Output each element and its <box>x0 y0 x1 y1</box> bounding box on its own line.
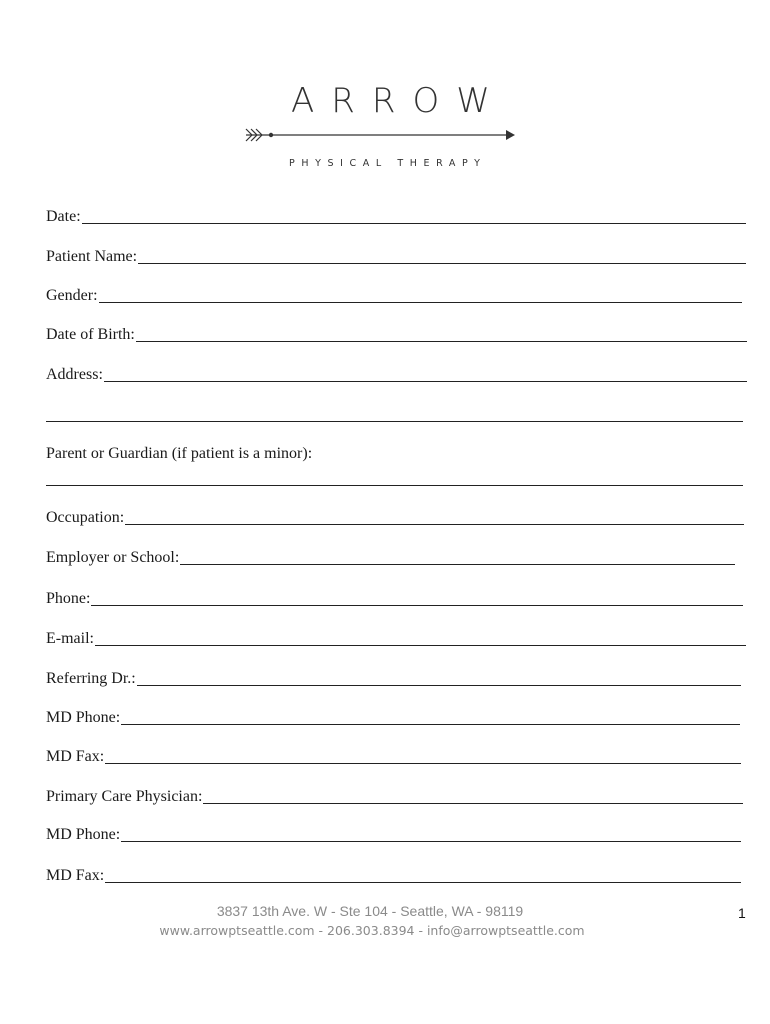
md-fax-label: MD Fax: <box>46 748 105 765</box>
primary-care-physician-label: Primary Care Physician: <box>46 788 203 805</box>
address-label: Address: <box>46 366 103 383</box>
referring-dr-label: Referring Dr.: <box>46 670 136 687</box>
md-phone-input-line[interactable] <box>121 724 740 725</box>
pcp-md-phone-field[interactable] <box>46 825 741 845</box>
date-label: Date: <box>46 208 81 225</box>
md-fax-field[interactable] <box>46 747 741 767</box>
primary-care-physician-field[interactable] <box>46 787 743 807</box>
date-of-birth-input-line[interactable] <box>136 341 747 342</box>
date-field[interactable] <box>46 207 746 227</box>
arrow-icon <box>244 125 519 145</box>
gender-field[interactable] <box>46 286 742 306</box>
md-phone-field[interactable] <box>46 708 740 728</box>
employer-label: Employer or School: <box>46 549 180 566</box>
pcp-md-phone-label: MD Phone: <box>46 826 121 843</box>
pcp-md-fax-input-line[interactable] <box>105 882 741 883</box>
pcp-md-fax-field[interactable] <box>46 866 741 886</box>
occupation-label: Occupation: <box>46 509 125 526</box>
footer-contact: www.arrowptseattle.com - 206.303.8394 - info@arrowptseattle.com <box>159 923 585 938</box>
phone-field[interactable] <box>46 589 743 609</box>
occupation-input-line[interactable] <box>125 524 744 525</box>
logo-tagline: PHYSICAL THERAPY <box>289 158 487 169</box>
primary-care-physician-input-line[interactable] <box>203 803 743 804</box>
date-of-birth-label: Date of Birth: <box>46 326 135 343</box>
referring-dr-field[interactable] <box>46 669 741 689</box>
occupation-field[interactable] <box>46 508 744 528</box>
address-line-2[interactable] <box>46 421 743 422</box>
patient-name-field[interactable] <box>46 247 746 267</box>
address-input-line[interactable] <box>104 381 747 382</box>
patient-name-input-line[interactable] <box>138 263 746 264</box>
address-field[interactable] <box>46 365 747 385</box>
employer-input-line[interactable] <box>180 564 735 565</box>
guardian-label: Parent or Guardian (if patient is a minor): <box>46 445 313 462</box>
date-of-birth-field[interactable] <box>46 325 747 345</box>
md-fax-input-line[interactable] <box>105 763 741 764</box>
email-input-line[interactable] <box>95 645 746 646</box>
employer-field[interactable] <box>46 548 735 568</box>
page-number: 1 <box>738 905 746 921</box>
patient-name-label: Patient Name: <box>46 248 138 265</box>
email-label: E-mail: <box>46 630 94 647</box>
phone-input-line[interactable] <box>91 605 743 606</box>
logo-wordmark: ARROW <box>291 81 507 121</box>
pcp-md-phone-input-line[interactable] <box>121 841 741 842</box>
pcp-md-fax-label: MD Fax: <box>46 867 105 884</box>
gender-input-line[interactable] <box>99 302 742 303</box>
phone-label: Phone: <box>46 590 91 607</box>
referring-dr-input-line[interactable] <box>137 685 741 686</box>
date-input-line[interactable] <box>82 223 746 224</box>
guardian-input-line[interactable] <box>46 485 743 486</box>
md-phone-label: MD Phone: <box>46 709 121 726</box>
footer-address: 3837 13th Ave. W - Ste 104 - Seattle, WA - 98119 <box>216 903 524 919</box>
guardian-field <box>46 444 312 464</box>
gender-label: Gender: <box>46 287 98 304</box>
email-field[interactable] <box>46 629 746 649</box>
